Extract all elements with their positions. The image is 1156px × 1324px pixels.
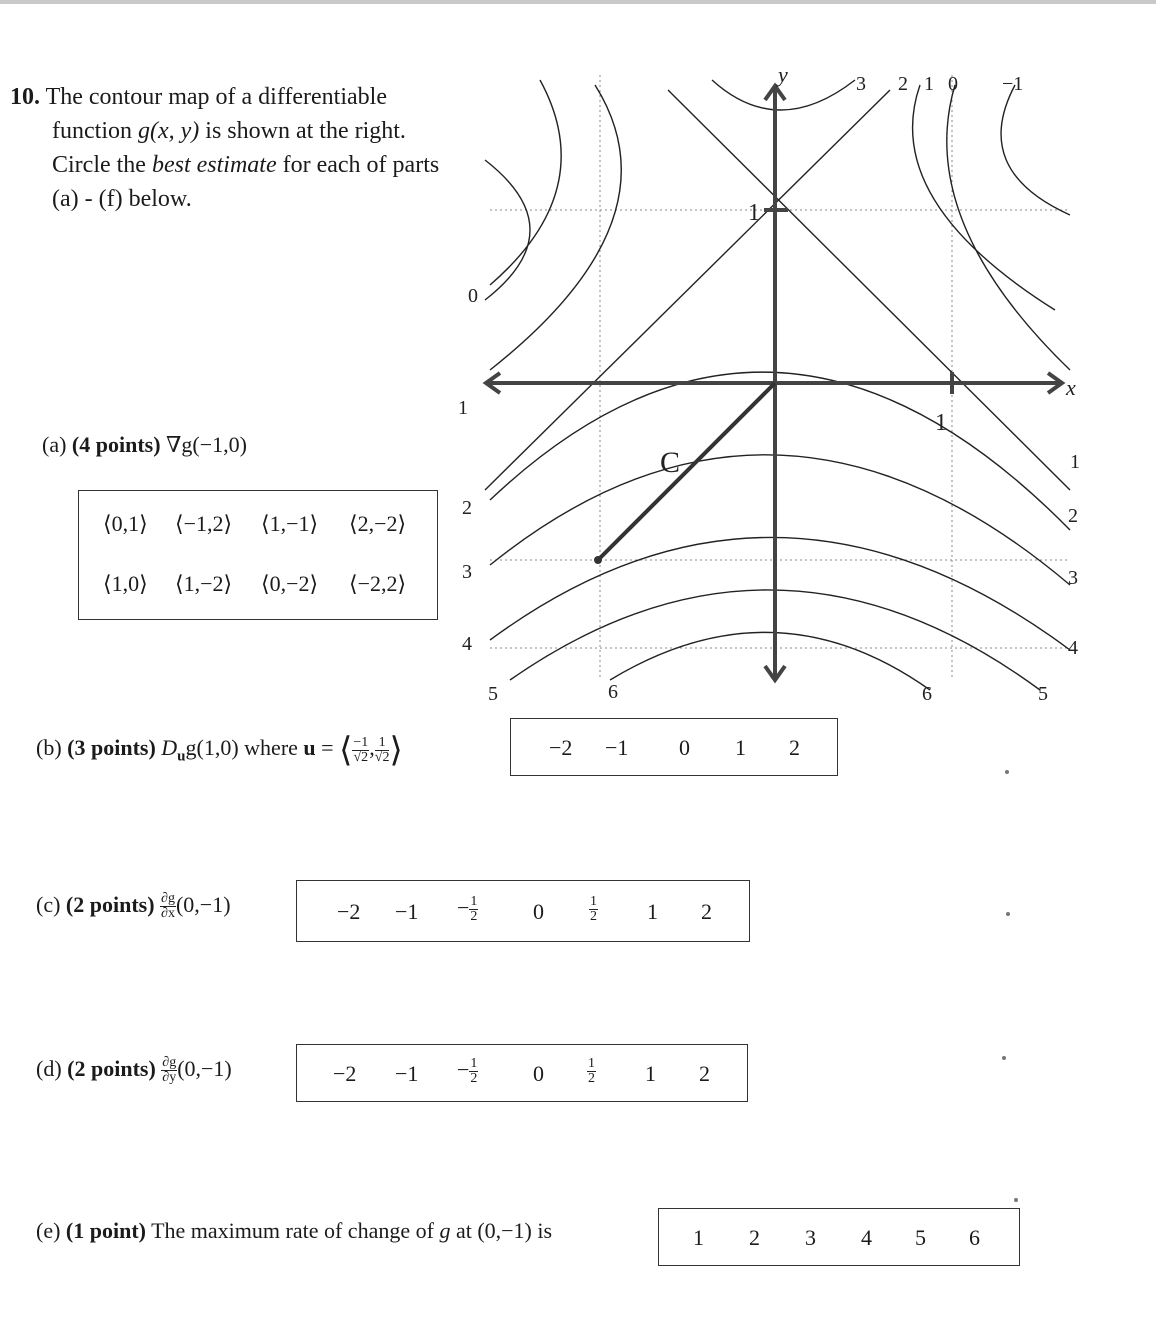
option-c-1[interactable]: −2	[337, 899, 361, 924]
option-b-2[interactable]: −1	[605, 735, 629, 760]
right-label-5: 5	[1038, 683, 1048, 705]
option-a-6[interactable]: ⟨1,−2⟩	[175, 571, 233, 596]
part-b-prompt: (b) (3 points) $D_ug(1,0)$ where u = ⟨ $\frac{-1}{√2}$ , $\frac{1}{√2}$ ⟩	[36, 732, 403, 769]
right-label-1: 1	[1070, 451, 1080, 473]
option-d-4[interactable]: 0	[533, 1061, 544, 1086]
part-a-prompt: (a) (4 points) ∇g(−1,0)	[42, 432, 247, 457]
pen-mark	[1002, 1056, 1006, 1060]
option-b-4[interactable]: 1	[735, 735, 746, 760]
bottom-label-6-right: 6	[922, 683, 932, 705]
option-a-3[interactable]: ⟨1,−1⟩	[261, 511, 319, 536]
option-a-2[interactable]: ⟨−1,2⟩	[175, 511, 233, 536]
right-label-3: 3	[1068, 567, 1078, 589]
question-number: 10.	[10, 84, 40, 110]
option-c-4[interactable]: 0	[533, 899, 544, 924]
option-e-2[interactable]: 2	[749, 1225, 760, 1250]
contour-right-c	[1001, 85, 1070, 215]
top-label-2: 2	[898, 73, 908, 95]
top-label-0: 0	[948, 73, 958, 95]
curve-c-segment	[598, 383, 775, 560]
intro-line-3c: for each of parts	[282, 152, 440, 178]
u-frac-1: $\frac{-1}{√2}$	[353, 734, 369, 765]
pen-mark	[1014, 1198, 1018, 1202]
left-label-4: 4	[462, 633, 472, 655]
x-axis-label: x	[1066, 375, 1076, 400]
curve-c-endpoint	[594, 556, 602, 564]
contour-left-inner	[490, 85, 621, 370]
contour-level-3	[490, 455, 1070, 585]
left-label-1: 1	[458, 397, 468, 419]
left-label-3: 3	[462, 561, 472, 583]
option-a-1[interactable]: ⟨0,1⟩	[103, 511, 148, 536]
curve-c-label: C	[660, 446, 681, 479]
option-e-5[interactable]: 5	[915, 1225, 926, 1250]
left-label-0: 0	[468, 285, 478, 307]
top-label-1: 1	[924, 73, 934, 95]
intro-line-4: (a) - (f) below.	[52, 186, 192, 212]
intro-line-2a: function	[52, 118, 132, 144]
option-b-5[interactable]: 2	[789, 735, 800, 760]
best-estimate-phrase: best estimate	[151, 152, 277, 178]
option-b-3[interactable]: 0	[679, 735, 690, 760]
right-label-2: 2	[1068, 505, 1078, 527]
intro-line-3a: Circle the	[52, 152, 146, 178]
right-label-4: 4	[1068, 637, 1078, 659]
option-c-5[interactable]: $\frac{1}{2}$	[590, 894, 597, 925]
part-c-answer-box	[296, 880, 750, 942]
contour-right-a	[913, 85, 1055, 310]
contour-right-b	[947, 85, 1070, 370]
part-d-prompt: (d) (2 points) $\frac{\partial g}{\partial y}$ (0,−1)	[36, 1055, 232, 1086]
option-e-3[interactable]: 3	[805, 1225, 816, 1250]
option-d-5[interactable]: $\frac{1}{2}$	[588, 1056, 595, 1087]
option-d-3[interactable]: − $\frac{1}{2}$	[457, 1056, 478, 1087]
y-axis-label: y	[778, 62, 788, 87]
left-label-5: 5	[488, 683, 498, 705]
option-e-4[interactable]: 4	[861, 1225, 872, 1250]
option-e-1[interactable]: 1	[693, 1225, 704, 1250]
option-d-6[interactable]: 1	[645, 1061, 656, 1086]
y-tick-label: 1	[748, 200, 760, 226]
part-c-prompt: (c) (2 points) $\frac{\partial g}{\partial x}$ (0,−1)	[36, 891, 231, 922]
option-c-2[interactable]: −1	[395, 899, 419, 924]
contour-left-mid	[485, 160, 530, 300]
function-name: g(x, y)	[137, 118, 200, 144]
bottom-label-6-left: 6	[608, 681, 618, 703]
option-a-7[interactable]: ⟨0,−2⟩	[261, 571, 319, 596]
u-frac-2: $\frac{1}{√2}$	[374, 734, 390, 765]
option-e-6[interactable]: 6	[969, 1225, 980, 1250]
contour-level-1-b	[485, 90, 890, 490]
part-d-answer-box	[296, 1044, 748, 1102]
option-a-4[interactable]: ⟨2,−2⟩	[349, 511, 407, 536]
option-d-2[interactable]: −1	[395, 1061, 419, 1086]
option-b-1[interactable]: −2	[549, 735, 573, 760]
option-c-6[interactable]: 1	[647, 899, 658, 924]
part-e-prompt: (e) (1 point) The maximum rate of change of g at (0,−1) is	[36, 1218, 553, 1243]
option-a-5[interactable]: ⟨1,0⟩	[103, 571, 148, 596]
intro-line-1: The contour map of a differentiable	[45, 84, 387, 110]
option-c-7[interactable]: 2	[701, 899, 712, 924]
partial-y-fraction: $\frac{\partial g}{\partial y}$	[162, 1055, 177, 1086]
pen-mark	[1005, 770, 1009, 774]
part-a-answer-box	[78, 490, 438, 620]
contour-level-6	[610, 632, 930, 690]
intro-line-2c: is shown at the right.	[205, 118, 406, 144]
left-label-2: 2	[462, 497, 472, 519]
contour-level-0-left	[490, 80, 561, 285]
pen-mark	[1006, 912, 1010, 916]
option-a-8[interactable]: ⟨−2,2⟩	[349, 571, 407, 596]
x-tick-label: 1	[935, 410, 947, 436]
option-d-7[interactable]: 2	[699, 1061, 710, 1086]
top-label-neg1: −1	[1002, 73, 1024, 95]
top-label-3: 3	[856, 73, 866, 95]
option-c-3[interactable]: − $\frac{1}{2}$	[457, 894, 478, 925]
partial-x-fraction: $\frac{\partial g}{\partial x}$	[161, 891, 175, 922]
part-e-answer-box	[658, 1208, 1020, 1266]
option-d-1[interactable]: −2	[333, 1061, 357, 1086]
grid-lines	[490, 75, 1070, 680]
part-b-answer-box	[510, 718, 838, 776]
